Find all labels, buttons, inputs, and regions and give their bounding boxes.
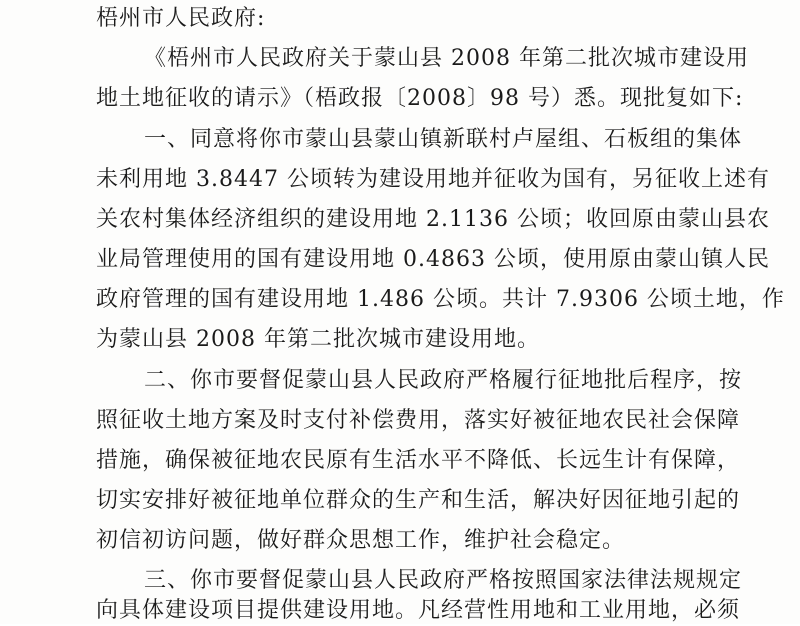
paragraph-line: 政府管理的国有建设用地 1.486 公顷。共计 7.9306 公顷土地，作 bbox=[96, 287, 785, 312]
paragraph-line: 为蒙山县 2008 年第二批次城市建设用地。 bbox=[96, 327, 540, 352]
paragraph-line: 照征收土地方案及时支付补偿费用，落实好被征地农民社会保障 bbox=[96, 408, 741, 433]
paragraph-line: 初信初访问题，做好群众思想工作，维护社会稳定。 bbox=[96, 528, 626, 553]
paragraph-line: 二、你市要督促蒙山县人民政府严格履行征地批后程序，按 bbox=[144, 368, 743, 393]
paragraph-line: 未利用地 3.8447 公顷转为建设用地并征收为国有，另征收上述有 bbox=[96, 167, 770, 192]
paragraph-line: 业局管理使用的国有建设用地 0.4863 公顷，使用原由蒙山镇人民 bbox=[96, 247, 770, 272]
paragraph-line: 关农村集体经济组织的建设用地 2.1136 公顷；收回原由蒙山县农 bbox=[96, 207, 770, 232]
paragraph-line: 措施，确保被征地农民原有生活水平不降低、长远生计有保障， bbox=[96, 448, 741, 473]
paragraph-line: 切实安排好被征地单位群众的生产和生活，解决好因征地引起的 bbox=[96, 488, 741, 513]
paragraph-line: 三、你市要督促蒙山县人民政府严格按照国家法律法规规定 bbox=[144, 568, 743, 593]
salutation: 梧州市人民政府: bbox=[96, 6, 266, 31]
paragraph-line: 地土地征收的请示》（梧政报〔2008〕98 号）悉。现批复如下: bbox=[96, 86, 744, 111]
paragraph-line: 《梧州市人民政府关于蒙山县 2008 年第二批次城市建设用 bbox=[144, 46, 749, 71]
paragraph-line: 向具体建设项目提供建设用地。凡经营性用地和工业用地，必须 bbox=[96, 598, 741, 623]
paragraph-line: 一、同意将你市蒙山县蒙山镇新联村卢屋组、石板组的集体 bbox=[144, 127, 743, 152]
